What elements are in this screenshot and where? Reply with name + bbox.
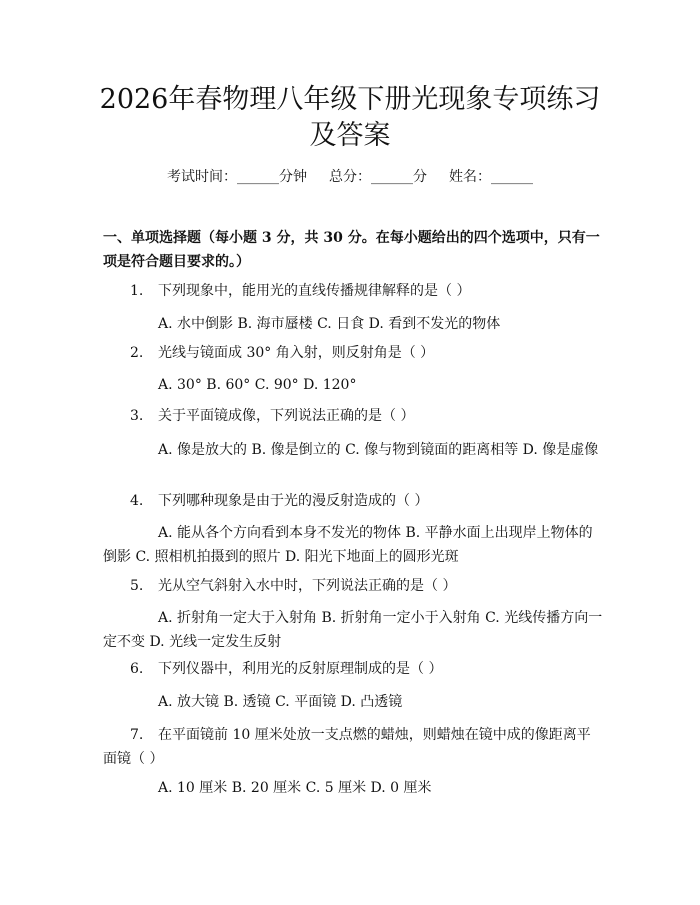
question-text: 关于平面镜成像，下列说法正确的是（ ） xyxy=(158,408,415,424)
question-text: 光线与镜面成 30° 角入射，则反射角是（ ） xyxy=(158,345,435,361)
question-number: 3. xyxy=(130,408,144,424)
question-7-stem xyxy=(103,723,603,771)
question-2-options: A. 30° B. 60° C. 90° D. 120° xyxy=(158,377,357,393)
question-text: 在平面镜前 10 厘米处放一支点燃的蜡烛，则蜡烛在镜中成的像距离平面镜（ ） xyxy=(103,727,591,767)
document-title: 2026年春物理八年级下册光现象专项练习及答案 xyxy=(99,84,601,151)
question-7-options: A. 10 厘米 B. 20 厘米 C. 5 厘米 D. 0 厘米 xyxy=(158,780,432,796)
question-1-stem xyxy=(103,281,603,301)
question-text: 下列现象中，能用光的直线传播规律解释的是（ ） xyxy=(158,283,471,299)
question-number: 5. xyxy=(130,578,144,594)
question-5-options: A. 折射角一定大于入射角 B. 折射角一定小于入射角 C. 光线传播方向一定不变 D. 光线一定发生反射 xyxy=(103,610,603,650)
question-5-stem xyxy=(103,576,603,596)
question-number: 6. xyxy=(130,661,144,677)
question-number: 7. xyxy=(130,727,144,743)
total-score-field: 总分：______分 xyxy=(329,169,427,185)
question-number: 2. xyxy=(130,345,144,361)
question-6-options: A. 放大镜 B. 透镜 C. 平面镜 D. 凸透镜 xyxy=(158,694,403,710)
question-2-stem xyxy=(103,343,603,363)
question-3-options: A. 像是放大的 B. 像是倒立的 C. 像与物到镜面的距离相等 D. 像是虚像 xyxy=(158,442,599,458)
question-6-stem xyxy=(103,659,603,679)
exam-info-line xyxy=(0,167,700,187)
question-text: 下列仪器中，利用光的反射原理制成的是（ ） xyxy=(158,661,443,677)
question-3-stem xyxy=(103,406,603,426)
student-name-field: 姓名：______ xyxy=(449,169,533,185)
exam-time-field: 考试时间：______分钟 xyxy=(167,169,307,185)
question-1-options: A. 水中倒影 B. 海市蜃楼 C. 日食 D. 看到不发光的物体 xyxy=(158,316,501,332)
question-4-options: A. 能从各个方向看到本身不发光的物体 B. 平静水面上出现岸上物体的倒影 C. 照相机拍摄到的照片 D. 阳光下地面上的圆形光斑 xyxy=(103,525,593,565)
section-heading-single-choice: 一、单项选择题（每小题 3 分，共 30 分。在每小题给出的四个选项中，只有一项是符合题目要求的。） xyxy=(103,230,600,270)
question-number: 4. xyxy=(130,493,144,509)
question-text: 下列哪种现象是由于光的漫反射造成的（ ） xyxy=(158,493,429,509)
question-4-stem xyxy=(103,491,603,511)
question-number: 1. xyxy=(130,283,144,299)
question-text: 光从空气斜射入水中时，下列说法正确的是（ ） xyxy=(158,578,457,594)
